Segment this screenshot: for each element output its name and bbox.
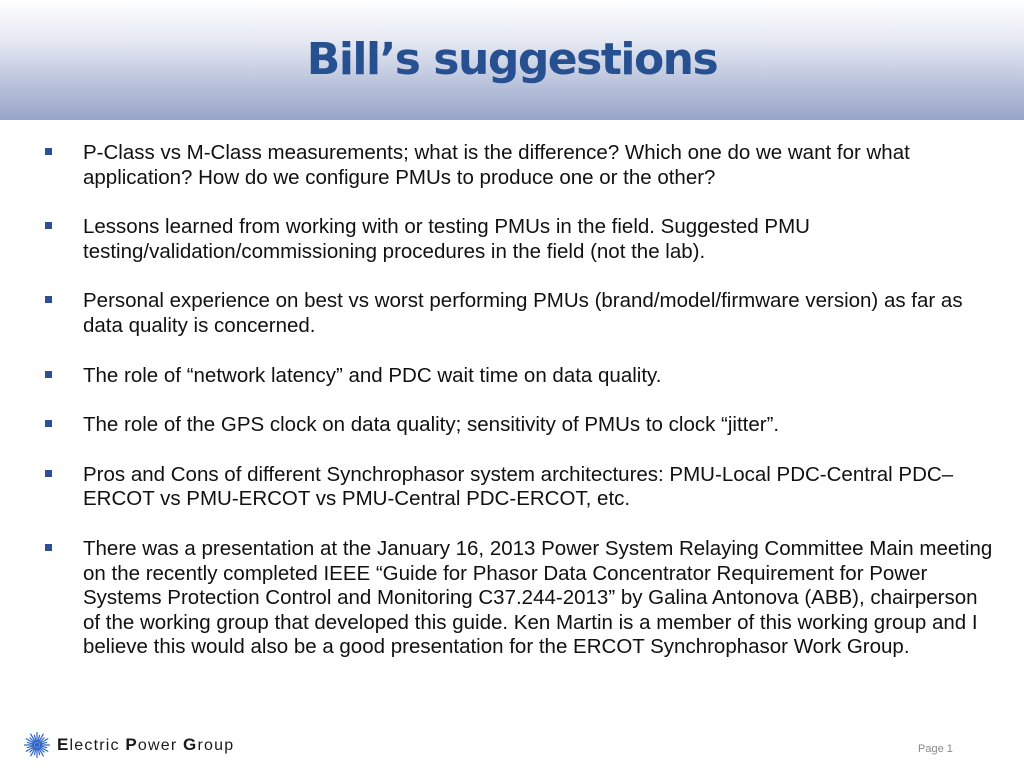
slide-title: Bill’s suggestions: [306, 34, 718, 85]
page-number: Page 1: [918, 743, 953, 755]
bullet-list: [44, 141, 994, 685]
list-item: [44, 289, 994, 338]
list-item: [44, 215, 994, 264]
list-item: [44, 141, 994, 190]
square-bullet-icon: [45, 470, 52, 477]
square-bullet-icon: [45, 148, 52, 155]
starburst-icon: [24, 732, 50, 758]
company-logo: [24, 732, 234, 758]
square-bullet-icon: [45, 420, 52, 427]
company-logo-text: Electric Power Group: [57, 735, 235, 754]
list-item: [44, 537, 994, 660]
list-item: [44, 413, 994, 438]
square-bullet-icon: [45, 544, 52, 551]
bullet-text: P-Class vs M-Class measurements; what is the difference? Which one do we want for what application? How do we configure PMUs to produce one or the other?: [83, 141, 910, 189]
bullet-text: The role of the GPS clock on data quality; sensitivity of PMUs to clock “jitter”.: [83, 413, 780, 437]
bullet-text: Pros and Cons of different Synchrophasor system architectures: PMU-Local PDC-Central PDC–ERCOT vs PMU-ERCOT vs PMU-Central PDC-ERCOT, etc.: [83, 462, 954, 511]
list-item: [44, 364, 994, 389]
square-bullet-icon: [45, 296, 52, 303]
square-bullet-icon: [45, 222, 52, 229]
bullet-text: Personal experience on best vs worst performing PMUs (brand/model/firmware version) as far as data quality is concerned.: [83, 289, 963, 337]
list-item: [44, 463, 994, 512]
bullet-text: There was a presentation at the January 16, 2013 Power System Relaying Committee Main meeting on the recently completed IEEE “Guide for Phasor Data Concentrator Requirement for Power Systems Protection Control and Monitoring C37.244-2013” by Galina Antonova (ABB), chairperson of the working group that developed this guide. Ken Martin is a member of this working group and I believe this would also be a good presentation for the ERCOT Synchrophasor Work Group.: [83, 536, 993, 659]
bullet-text: The role of “network latency” and PDC wait time on data quality.: [83, 363, 662, 387]
bullet-text: Lessons learned from working with or testing PMUs in the field. Suggested PMU testing/validation/commissioning procedures in the field (not the lab).: [83, 215, 810, 263]
square-bullet-icon: [45, 371, 52, 378]
